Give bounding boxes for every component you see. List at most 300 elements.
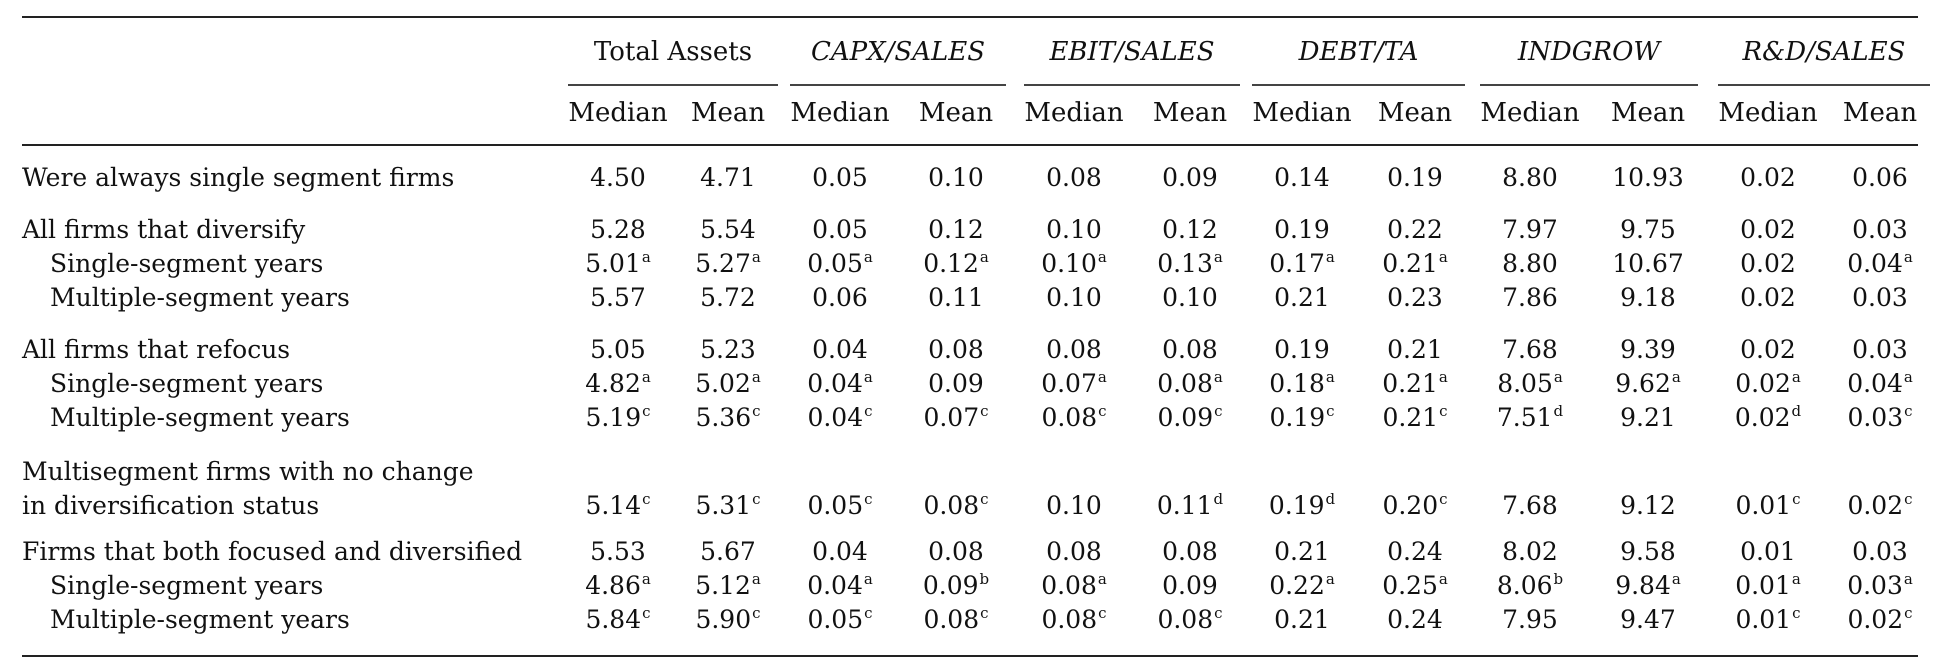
table-cell (1019, 215, 1129, 245)
significance-superscript: a (751, 570, 761, 588)
cell-value: 0.14 (1274, 163, 1330, 192)
cell-value: 5.14 (585, 491, 642, 520)
cell-value: 0.22 (1269, 571, 1325, 600)
cell-value: 0.03 (1847, 403, 1904, 432)
cell-value: 0.22 (1387, 215, 1443, 244)
cell-value: 0.04 (807, 369, 863, 398)
table-cell (1019, 283, 1129, 313)
cell-value: 0.08 (1162, 335, 1218, 364)
cell-value: 0.01 (1740, 537, 1796, 566)
table-cell (901, 605, 1011, 635)
cell-value: 0.03 (1852, 215, 1908, 244)
table-cell (1825, 605, 1935, 635)
table-cell (1475, 283, 1585, 313)
stat-header-median: Median (1718, 98, 1818, 128)
table-cell (1247, 249, 1357, 279)
cell-value: 9.84 (1615, 571, 1671, 600)
significance-superscript: c (1098, 402, 1107, 420)
significance-superscript: a (1438, 570, 1448, 588)
cell-value: 0.19 (1274, 335, 1330, 364)
table-cell (1825, 369, 1935, 399)
row-label: Firms that both focused and diversified (22, 537, 523, 566)
significance-superscript: c (752, 490, 761, 508)
stat-header-mean: Mean (1152, 98, 1228, 128)
row-label: Multiple-segment years (50, 403, 350, 432)
row-label: Multisegment firms with no change (22, 457, 474, 486)
cell-value: 0.07 (1041, 369, 1097, 398)
significance-superscript: a (863, 570, 873, 588)
cell-value: 0.05 (812, 215, 868, 244)
cell-value: 0.05 (807, 491, 864, 520)
significance-superscript: a (1438, 368, 1448, 386)
significance-superscript: c (1904, 604, 1913, 622)
cell-value: 5.02 (695, 369, 751, 398)
significance-superscript: c (980, 402, 989, 420)
significance-superscript: a (1903, 570, 1913, 588)
significance-superscript: c (642, 604, 651, 622)
cell-value: 0.08 (1046, 335, 1102, 364)
significance-superscript: c (1792, 490, 1801, 508)
table-cell (673, 571, 783, 601)
table-cell (1475, 571, 1585, 601)
cell-value: 0.08 (1046, 163, 1102, 192)
significance-superscript: c (642, 402, 651, 420)
table-cell (1019, 369, 1129, 399)
table-cell (1360, 215, 1470, 245)
row-label: Single-segment years (50, 369, 324, 398)
table-cell (1593, 369, 1703, 399)
cell-value: 0.09 (928, 369, 984, 398)
cell-value: 0.08 (1157, 605, 1214, 634)
cell-value: 0.05 (812, 163, 868, 192)
cell-value: 0.21 (1382, 369, 1438, 398)
table-cell (1135, 605, 1245, 635)
cell-value: 0.08 (1041, 571, 1097, 600)
cell-value: 0.08 (1162, 537, 1218, 566)
table-cell (1135, 215, 1245, 245)
significance-superscript: a (1671, 570, 1681, 588)
cell-value: 0.05 (807, 605, 864, 634)
cell-value: 8.80 (1502, 249, 1558, 278)
significance-superscript: c (752, 604, 761, 622)
table-cell (1713, 249, 1823, 279)
cell-value: 0.02 (1847, 491, 1904, 520)
table-cell (1475, 163, 1585, 193)
table-cell (1713, 605, 1823, 635)
cell-value: 0.04 (807, 403, 864, 432)
cell-value: 0.21 (1382, 403, 1439, 432)
table-cell (563, 283, 673, 313)
cell-value: 9.58 (1620, 537, 1676, 566)
significance-superscript: c (1326, 402, 1335, 420)
cell-value: 0.10 (1046, 283, 1102, 312)
table-cell (1593, 249, 1703, 279)
significance-superscript: a (1325, 248, 1335, 266)
table-cell (1019, 403, 1129, 433)
significance-superscript: a (1791, 570, 1801, 588)
significance-superscript: c (980, 604, 989, 622)
cell-value: 0.08 (1041, 605, 1098, 634)
cell-value: 0.08 (923, 491, 980, 520)
table-cell (1825, 163, 1935, 193)
cell-value: 9.75 (1620, 215, 1676, 244)
cell-value: 0.19 (1274, 215, 1330, 244)
table-cell (785, 163, 895, 193)
cell-value: 5.57 (590, 283, 646, 312)
table-cell (1713, 537, 1823, 567)
table-cell (1713, 403, 1823, 433)
table-cell (1135, 537, 1245, 567)
group-underline (1252, 84, 1465, 86)
significance-superscript: a (751, 368, 761, 386)
stat-header-mean: Mean (1610, 98, 1686, 128)
group-underline (1480, 84, 1698, 86)
cell-value: 4.82 (585, 369, 641, 398)
table-cell (1360, 403, 1470, 433)
cell-value: 0.25 (1382, 571, 1438, 600)
stat-header-mean: Mean (918, 98, 994, 128)
table-cell (1825, 335, 1935, 365)
table-cell (673, 215, 783, 245)
table-cell (1713, 491, 1823, 521)
cell-value: 7.68 (1502, 491, 1558, 520)
table-cell (673, 537, 783, 567)
table-cell (1360, 537, 1470, 567)
cell-value: 5.53 (590, 537, 646, 566)
stat-header-median: Median (790, 98, 890, 128)
cell-value: 0.03 (1847, 571, 1903, 600)
table-cell (1247, 403, 1357, 433)
significance-superscript: d (1325, 490, 1336, 508)
table-cell (673, 335, 783, 365)
cell-value: 0.09 (1162, 163, 1218, 192)
table-cell (785, 369, 895, 399)
table-cell (563, 571, 673, 601)
cell-value: 8.06 (1496, 571, 1553, 600)
table-cell (1713, 163, 1823, 193)
cell-value: 0.09 (1157, 403, 1214, 432)
table-cell (901, 491, 1011, 521)
table-cell (1713, 215, 1823, 245)
table-cell (1019, 537, 1129, 567)
cell-value: 0.24 (1387, 537, 1443, 566)
cell-value: 0.19 (1269, 403, 1326, 432)
cell-value: 4.50 (590, 163, 646, 192)
cell-value: 5.01 (585, 249, 641, 278)
stat-header-mean: Mean (1842, 98, 1918, 128)
significance-superscript: a (863, 248, 873, 266)
table-cell (1593, 605, 1703, 635)
cell-value: 0.10 (1041, 249, 1097, 278)
cell-value: 5.84 (585, 605, 642, 634)
row-label: All firms that refocus (22, 335, 291, 364)
table-cell (563, 537, 673, 567)
significance-superscript: a (1553, 368, 1563, 386)
table-cell (1713, 283, 1823, 313)
stat-header-median: Median (1252, 98, 1352, 128)
significance-superscript: c (1214, 402, 1223, 420)
group-header: Total Assets (593, 37, 753, 67)
cell-value: 0.21 (1274, 605, 1330, 634)
significance-superscript: a (1325, 368, 1335, 386)
table-cell (563, 163, 673, 193)
table-cell (1593, 335, 1703, 365)
cell-value: 0.08 (928, 335, 984, 364)
cell-value: 5.27 (695, 249, 751, 278)
cell-value: 0.17 (1269, 249, 1325, 278)
table-cell (901, 283, 1011, 313)
stat-header-median: Median (1024, 98, 1124, 128)
row-label: Multiple-segment years (50, 605, 350, 634)
cell-value: 7.97 (1502, 215, 1558, 244)
cell-value: 8.02 (1502, 537, 1558, 566)
cell-value: 0.03 (1852, 537, 1908, 566)
cell-value: 0.03 (1852, 283, 1908, 312)
cell-value: 10.93 (1612, 163, 1684, 192)
table-cell (901, 571, 1011, 601)
table-cell (785, 215, 895, 245)
cell-value: 0.09 (922, 571, 979, 600)
stat-header-median: Median (1480, 98, 1580, 128)
table-cell (1593, 571, 1703, 601)
cell-value: 0.02 (1740, 163, 1796, 192)
table-cell (1593, 283, 1703, 313)
cell-value: 9.21 (1620, 403, 1676, 432)
significance-superscript: c (642, 490, 651, 508)
table-cell (1713, 571, 1823, 601)
cell-value: 0.02 (1847, 605, 1904, 634)
group-underline (1718, 84, 1930, 86)
cell-value: 9.39 (1620, 335, 1676, 364)
significance-superscript: c (864, 604, 873, 622)
cell-value: 5.90 (695, 605, 752, 634)
table-cell (1135, 571, 1245, 601)
table-cell (1019, 605, 1129, 635)
table-cell (1475, 491, 1585, 521)
table-cell (1825, 283, 1935, 313)
cell-value: 0.11 (928, 283, 984, 312)
table-cell (673, 491, 783, 521)
table-cell (1019, 571, 1129, 601)
significance-superscript: a (1097, 570, 1107, 588)
cell-value: 5.28 (590, 215, 646, 244)
significance-superscript: c (1904, 490, 1913, 508)
cell-value: 0.19 (1268, 491, 1325, 520)
cell-value: 4.71 (700, 163, 756, 192)
group-header: CAPX/SALES (810, 37, 986, 67)
row-label: in diversification status (22, 491, 320, 520)
table-cell (1019, 335, 1129, 365)
group-underline (790, 84, 1006, 86)
table-cell (1360, 283, 1470, 313)
significance-superscript: d (1213, 490, 1224, 508)
cell-value: 0.10 (1046, 491, 1102, 520)
significance-superscript: c (1214, 604, 1223, 622)
table-cell (1825, 491, 1935, 521)
cell-value: 5.05 (590, 335, 646, 364)
table-cell (673, 403, 783, 433)
table-cell (785, 249, 895, 279)
cell-value: 0.09 (1162, 571, 1218, 600)
table-cell (1825, 403, 1935, 433)
significance-superscript: b (979, 570, 990, 588)
table-cell (673, 605, 783, 635)
significance-superscript: b (1553, 570, 1564, 588)
stat-header-mean: Mean (690, 98, 766, 128)
table-cell (1825, 249, 1935, 279)
cell-value: 0.12 (1162, 215, 1218, 244)
table-cell (1135, 369, 1245, 399)
table-cell (1713, 335, 1823, 365)
row-label: Single-segment years (50, 571, 324, 600)
header-bottom-rule (22, 144, 1918, 146)
significance-superscript: a (979, 248, 989, 266)
significance-superscript: c (1098, 604, 1107, 622)
group-header: INDGROW (1517, 37, 1661, 67)
table-cell (901, 403, 1011, 433)
cell-value: 8.80 (1502, 163, 1558, 192)
cell-value: 4.86 (585, 571, 641, 600)
row-label: Multiple-segment years (50, 283, 350, 312)
table-cell (673, 163, 783, 193)
table-cell (1135, 163, 1245, 193)
table-cell (1593, 403, 1703, 433)
table-cell (673, 249, 783, 279)
cell-value: 0.18 (1269, 369, 1325, 398)
cell-value: 0.10 (928, 163, 984, 192)
significance-superscript: d (1791, 402, 1802, 420)
cell-value: 0.04 (807, 571, 863, 600)
significance-superscript: a (1903, 248, 1913, 266)
cell-value: 0.11 (1156, 491, 1213, 520)
significance-superscript: a (751, 248, 761, 266)
table-cell (1247, 163, 1357, 193)
table-cell (785, 335, 895, 365)
cell-value: 0.23 (1387, 283, 1443, 312)
table-cell (563, 215, 673, 245)
cell-value: 0.21 (1387, 335, 1443, 364)
cell-value: 5.36 (695, 403, 752, 432)
significance-superscript: a (1213, 248, 1223, 266)
cell-value: 0.03 (1852, 335, 1908, 364)
table-cell (1360, 571, 1470, 601)
table-cell (1135, 335, 1245, 365)
cell-value: 0.07 (923, 403, 980, 432)
significance-superscript: c (1792, 604, 1801, 622)
row-label: Single-segment years (50, 249, 324, 278)
significance-superscript: c (864, 490, 873, 508)
significance-superscript: a (1671, 368, 1681, 386)
table-cell (1247, 571, 1357, 601)
table-cell (1019, 249, 1129, 279)
cell-value: 0.12 (928, 215, 984, 244)
table-cell (785, 403, 895, 433)
cell-value: 5.67 (700, 537, 756, 566)
table-cell (1825, 215, 1935, 245)
table-cell (1247, 215, 1357, 245)
table-cell (1475, 369, 1585, 399)
table-cell (563, 403, 673, 433)
cell-value: 0.02 (1740, 335, 1796, 364)
table-cell (563, 491, 673, 521)
table-cell (1825, 537, 1935, 567)
significance-superscript: a (641, 248, 651, 266)
significance-superscript: a (1097, 368, 1107, 386)
significance-superscript: a (1791, 368, 1801, 386)
top-rule (22, 16, 1918, 18)
table-cell (1360, 491, 1470, 521)
table-cell (1475, 537, 1585, 567)
table-cell (901, 249, 1011, 279)
cell-value: 0.13 (1157, 249, 1213, 278)
cell-value: 0.01 (1735, 605, 1792, 634)
cell-value: 0.21 (1382, 249, 1438, 278)
cell-value: 0.05 (807, 249, 863, 278)
significance-superscript: a (1213, 368, 1223, 386)
cell-value: 5.19 (585, 403, 642, 432)
cell-value: 0.10 (1046, 215, 1102, 244)
table-cell (1475, 215, 1585, 245)
cell-value: 10.67 (1612, 249, 1684, 278)
cell-value: 9.47 (1620, 605, 1676, 634)
cell-value: 5.12 (695, 571, 751, 600)
table-cell (1247, 537, 1357, 567)
table-cell (1247, 369, 1357, 399)
table-cell (785, 491, 895, 521)
significance-superscript: d (1553, 402, 1564, 420)
table-cell (1135, 491, 1245, 521)
table-cell (1247, 605, 1357, 635)
table-cell (1475, 335, 1585, 365)
cell-value: 0.21 (1274, 283, 1330, 312)
table-cell (1360, 605, 1470, 635)
cell-value: 0.06 (1852, 163, 1908, 192)
table-cell (901, 369, 1011, 399)
cell-value: 0.02 (1734, 403, 1791, 432)
table-cell (1475, 249, 1585, 279)
cell-value: 0.04 (812, 537, 868, 566)
cell-value: 0.04 (1847, 249, 1903, 278)
significance-superscript: a (1438, 248, 1448, 266)
group-header: EBIT/SALES (1049, 37, 1215, 67)
cell-value: 5.31 (695, 491, 752, 520)
significance-superscript: a (1097, 248, 1107, 266)
stat-header-median: Median (568, 98, 668, 128)
table-cell (673, 283, 783, 313)
significance-superscript: a (1325, 570, 1335, 588)
cell-value: 0.24 (1387, 605, 1443, 634)
cell-value: 0.08 (1041, 403, 1098, 432)
table-cell (785, 283, 895, 313)
group-header: R&D/SALES (1742, 37, 1906, 67)
table-cell (1247, 335, 1357, 365)
table-cell (1713, 369, 1823, 399)
table-cell (785, 537, 895, 567)
significance-superscript: a (641, 570, 651, 588)
table-cell (673, 369, 783, 399)
table-cell (1593, 215, 1703, 245)
cell-value: 0.04 (1847, 369, 1903, 398)
table-cell (1475, 605, 1585, 635)
cell-value: 0.10 (1162, 283, 1218, 312)
bottom-rule (22, 655, 1918, 657)
table-cell (1135, 249, 1245, 279)
cell-value: 0.01 (1735, 571, 1791, 600)
table-cell (1360, 335, 1470, 365)
table-cell (1360, 369, 1470, 399)
row-label: All firms that diversify (22, 215, 306, 244)
table-cell (901, 215, 1011, 245)
